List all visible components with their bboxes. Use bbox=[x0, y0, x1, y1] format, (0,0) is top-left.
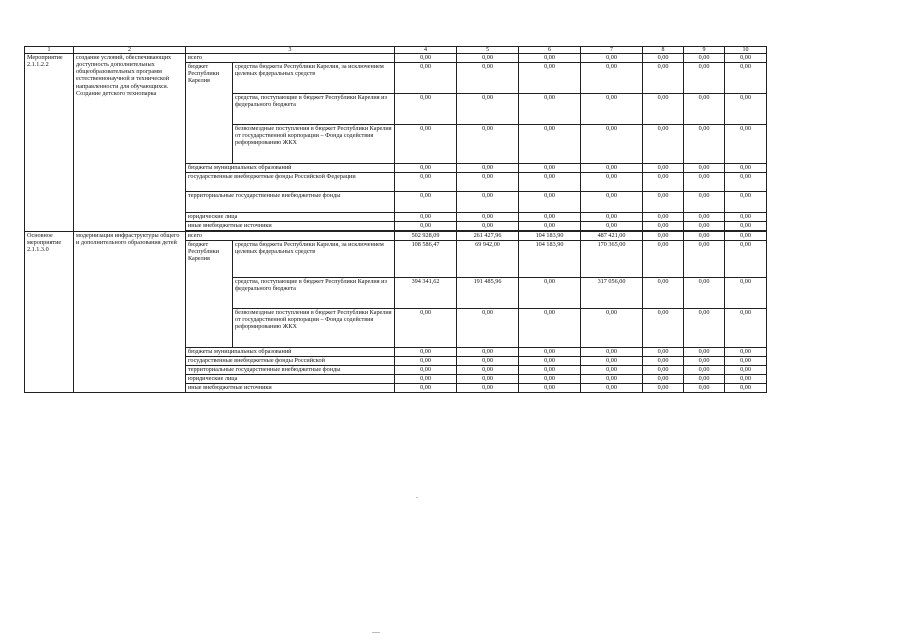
value-cell: 0,00 bbox=[519, 278, 581, 309]
value-cell: 0,00 bbox=[643, 222, 684, 231]
value-cell: 0,00 bbox=[457, 94, 519, 125]
value-cell: 0,00 bbox=[581, 173, 643, 192]
source-label: территориальные государственные внебюджетные фонды bbox=[186, 366, 395, 375]
source-label: юридические лица bbox=[186, 213, 395, 222]
value-cell: 0,00 bbox=[684, 94, 725, 125]
value-cell: 0,00 bbox=[519, 375, 581, 384]
value-cell: 0,00 bbox=[457, 192, 519, 213]
value-cell: 0,00 bbox=[684, 213, 725, 222]
value-cell: 0,00 bbox=[643, 54, 684, 63]
scan-speck bbox=[372, 632, 380, 633]
value-cell: 0,00 bbox=[684, 232, 725, 241]
value-cell: 0,00 bbox=[395, 375, 457, 384]
header-row bbox=[25, 47, 767, 54]
value-cell: 0,00 bbox=[684, 173, 725, 192]
value-cell: 0,00 bbox=[725, 384, 767, 393]
value-cell: 0,00 bbox=[395, 366, 457, 375]
source-label: средства бюджета Республики Карелия, за исключением целевых федеральных средств bbox=[233, 241, 395, 278]
value-cell: 0,00 bbox=[643, 348, 684, 357]
measure-name: создание условий, обеспечивающих доступность дополнительных общеобразовательных программ естественнонаучной и технической направленности для обучающихся. Создание детского технопарка bbox=[74, 54, 186, 232]
source-label: средства, поступающие в бюджет Республики Карелия из федерального бюджета bbox=[233, 94, 395, 125]
value-cell: 0,00 bbox=[457, 309, 519, 348]
budget-table bbox=[24, 46, 767, 393]
value-cell: 0,00 bbox=[457, 125, 519, 164]
value-cell: 0,00 bbox=[395, 54, 457, 63]
value-cell: 261 427,96 bbox=[457, 232, 519, 241]
value-cell: 0,00 bbox=[725, 164, 767, 173]
value-cell: 0,00 bbox=[519, 94, 581, 125]
value-cell: 0,00 bbox=[519, 366, 581, 375]
source-label: юридические лица bbox=[186, 375, 395, 384]
value-cell: 0,00 bbox=[643, 232, 684, 241]
value-cell: 0,00 bbox=[457, 384, 519, 393]
value-cell: 0,00 bbox=[519, 357, 581, 366]
value-cell: 0,00 bbox=[457, 54, 519, 63]
value-cell: 502 928,09 bbox=[395, 232, 457, 241]
value-cell: 0,00 bbox=[643, 366, 684, 375]
table-row bbox=[25, 54, 767, 63]
value-cell: 0,00 bbox=[581, 384, 643, 393]
value-cell: 0,00 bbox=[725, 192, 767, 213]
source-label: бюджеты муниципальных образований bbox=[186, 164, 395, 173]
value-cell: 0,00 bbox=[643, 384, 684, 393]
source-label: средства бюджета Республики Карелия, за исключением целевых федеральных средств bbox=[233, 63, 395, 94]
value-cell: 0,00 bbox=[643, 173, 684, 192]
value-cell: 0,00 bbox=[581, 309, 643, 348]
source-label: государственные внебюджетные фонды Российской Федерации bbox=[186, 173, 395, 192]
value-cell: 0,00 bbox=[395, 384, 457, 393]
value-cell: 0,00 bbox=[684, 309, 725, 348]
source-label: безвозмездные поступления в бюджет Республики Карелия от государственной корпорации – Фонда содействия реформированию ЖКХ bbox=[233, 125, 395, 164]
value-cell: 487 421,00 bbox=[581, 232, 643, 241]
col-header: 3 bbox=[186, 47, 395, 54]
value-cell: 0,00 bbox=[643, 63, 684, 94]
value-cell: 0,00 bbox=[519, 213, 581, 222]
value-cell: 0,00 bbox=[643, 309, 684, 348]
value-cell: 0,00 bbox=[581, 222, 643, 231]
value-cell: 0,00 bbox=[395, 309, 457, 348]
value-cell: 0,00 bbox=[684, 384, 725, 393]
col-header: 9 bbox=[684, 47, 725, 54]
value-cell: 0,00 bbox=[395, 357, 457, 366]
value-cell: 0,00 bbox=[684, 357, 725, 366]
value-cell: 0,00 bbox=[395, 164, 457, 173]
source-label: бюджет Республики Карелия bbox=[186, 63, 233, 164]
value-cell: 0,00 bbox=[581, 164, 643, 173]
value-cell: 0,00 bbox=[519, 125, 581, 164]
source-label: иные внебюджетные источники bbox=[186, 222, 395, 231]
value-cell: 0,00 bbox=[684, 54, 725, 63]
value-cell: 0,00 bbox=[684, 63, 725, 94]
value-cell: 0,00 bbox=[519, 173, 581, 192]
col-header: 6 bbox=[519, 47, 581, 54]
value-cell: 0,00 bbox=[725, 309, 767, 348]
value-cell: 0,00 bbox=[519, 164, 581, 173]
value-cell: 0,00 bbox=[684, 366, 725, 375]
value-cell: 0,00 bbox=[395, 192, 457, 213]
value-cell: 0,00 bbox=[684, 192, 725, 213]
value-cell: 0,00 bbox=[581, 366, 643, 375]
value-cell: 0,00 bbox=[684, 125, 725, 164]
value-cell: 0,00 bbox=[581, 192, 643, 213]
value-cell: 0,00 bbox=[581, 94, 643, 125]
source-label: государственные внебюджетные фонды Российской bbox=[186, 357, 395, 366]
value-cell: 0,00 bbox=[643, 125, 684, 164]
source-label: всего bbox=[186, 232, 395, 241]
value-cell: 0,00 bbox=[457, 213, 519, 222]
value-cell: 0,00 bbox=[684, 348, 725, 357]
value-cell: 394 341,62 bbox=[395, 278, 457, 309]
value-cell: 0,00 bbox=[519, 63, 581, 94]
value-cell: 0,00 bbox=[457, 63, 519, 94]
value-cell: 0,00 bbox=[725, 173, 767, 192]
source-label: безвозмездные поступления в бюджет Республики Карелия от государственной корпорации – Фонда содействия реформированию ЖКХ bbox=[233, 309, 395, 348]
value-cell: 0,00 bbox=[395, 63, 457, 94]
value-cell: 69 942,00 bbox=[457, 241, 519, 278]
value-cell: 108 586,47 bbox=[395, 241, 457, 278]
value-cell: 0,00 bbox=[395, 222, 457, 231]
value-cell: 0,00 bbox=[725, 357, 767, 366]
value-cell: 0,00 bbox=[643, 241, 684, 278]
value-cell: 0,00 bbox=[684, 222, 725, 231]
value-cell: 0,00 bbox=[643, 375, 684, 384]
value-cell: 0,00 bbox=[581, 357, 643, 366]
value-cell: 0,00 bbox=[581, 54, 643, 63]
value-cell: 0,00 bbox=[395, 348, 457, 357]
value-cell: 0,00 bbox=[725, 278, 767, 309]
value-cell: 0,00 bbox=[643, 164, 684, 173]
value-cell: 0,00 bbox=[519, 348, 581, 357]
value-cell: 0,00 bbox=[643, 192, 684, 213]
source-label: бюджеты муниципальных образований bbox=[186, 348, 395, 357]
source-label: бюджет Республики Карелия bbox=[186, 241, 233, 348]
value-cell: 0,00 bbox=[725, 63, 767, 94]
source-label: всего bbox=[186, 54, 395, 63]
value-cell: 0,00 bbox=[581, 213, 643, 222]
value-cell: 317 056,00 bbox=[581, 278, 643, 309]
value-cell: 0,00 bbox=[725, 125, 767, 164]
value-cell: 0,00 bbox=[457, 357, 519, 366]
value-cell: 0,00 bbox=[643, 357, 684, 366]
value-cell: 0,00 bbox=[519, 192, 581, 213]
value-cell: 0,00 bbox=[725, 94, 767, 125]
value-cell: 0,00 bbox=[519, 222, 581, 231]
measure-code: Основное мероприятие 2.1.1.3.0 bbox=[25, 232, 74, 393]
source-label: иные внебюджетные источники bbox=[186, 384, 395, 393]
col-header: 10 bbox=[725, 47, 767, 54]
measure-name: модернизация инфраструктуры общего и дополнительного образования детей bbox=[74, 232, 186, 393]
source-label: средства, поступающие в бюджет Республики Карелия из федерального бюджета bbox=[233, 278, 395, 309]
value-cell: 0,00 bbox=[643, 278, 684, 309]
value-cell: 0,00 bbox=[457, 173, 519, 192]
value-cell: 104 183,90 bbox=[519, 241, 581, 278]
value-cell: 0,00 bbox=[581, 348, 643, 357]
value-cell: 0,00 bbox=[457, 348, 519, 357]
value-cell: 0,00 bbox=[395, 213, 457, 222]
value-cell: 0,00 bbox=[725, 366, 767, 375]
value-cell: 0,00 bbox=[725, 213, 767, 222]
measure-code: Мероприятие 2.1.1.2.2 bbox=[25, 54, 74, 232]
value-cell: 0,00 bbox=[684, 241, 725, 278]
value-cell: 0,00 bbox=[581, 63, 643, 94]
value-cell: 0,00 bbox=[457, 366, 519, 375]
col-header: 8 bbox=[643, 47, 684, 54]
source-label: территориальные государственные внебюджетные фонды bbox=[186, 192, 395, 213]
value-cell: 0,00 bbox=[684, 375, 725, 384]
value-cell: 170 365,00 bbox=[581, 241, 643, 278]
value-cell: 0,00 bbox=[395, 173, 457, 192]
value-cell: 0,00 bbox=[457, 375, 519, 384]
value-cell: 0,00 bbox=[725, 222, 767, 231]
value-cell: 0,00 bbox=[725, 232, 767, 241]
value-cell: 0,00 bbox=[684, 278, 725, 309]
value-cell: 104 183,90 bbox=[519, 232, 581, 241]
value-cell: 0,00 bbox=[725, 348, 767, 357]
value-cell: 0,00 bbox=[519, 384, 581, 393]
value-cell: 0,00 bbox=[725, 54, 767, 63]
value-cell: 0,00 bbox=[457, 164, 519, 173]
value-cell: 0,00 bbox=[519, 54, 581, 63]
value-cell: 0,00 bbox=[395, 125, 457, 164]
value-cell: 0,00 bbox=[519, 309, 581, 348]
value-cell: 0,00 bbox=[457, 222, 519, 231]
col-header: 1 bbox=[25, 47, 74, 54]
table-row bbox=[25, 232, 767, 241]
value-cell: 0,00 bbox=[581, 375, 643, 384]
value-cell: 0,00 bbox=[684, 164, 725, 173]
value-cell: 191 485,96 bbox=[457, 278, 519, 309]
value-cell: 0,00 bbox=[725, 375, 767, 384]
col-header: 2 bbox=[74, 47, 186, 54]
value-cell: 0,00 bbox=[581, 125, 643, 164]
col-header: 4 bbox=[395, 47, 457, 54]
value-cell: 0,00 bbox=[643, 94, 684, 125]
scan-speck bbox=[416, 497, 418, 498]
col-header: 7 bbox=[581, 47, 643, 54]
value-cell: 0,00 bbox=[643, 213, 684, 222]
col-header: 5 bbox=[457, 47, 519, 54]
value-cell: 0,00 bbox=[725, 241, 767, 278]
value-cell: 0,00 bbox=[395, 94, 457, 125]
